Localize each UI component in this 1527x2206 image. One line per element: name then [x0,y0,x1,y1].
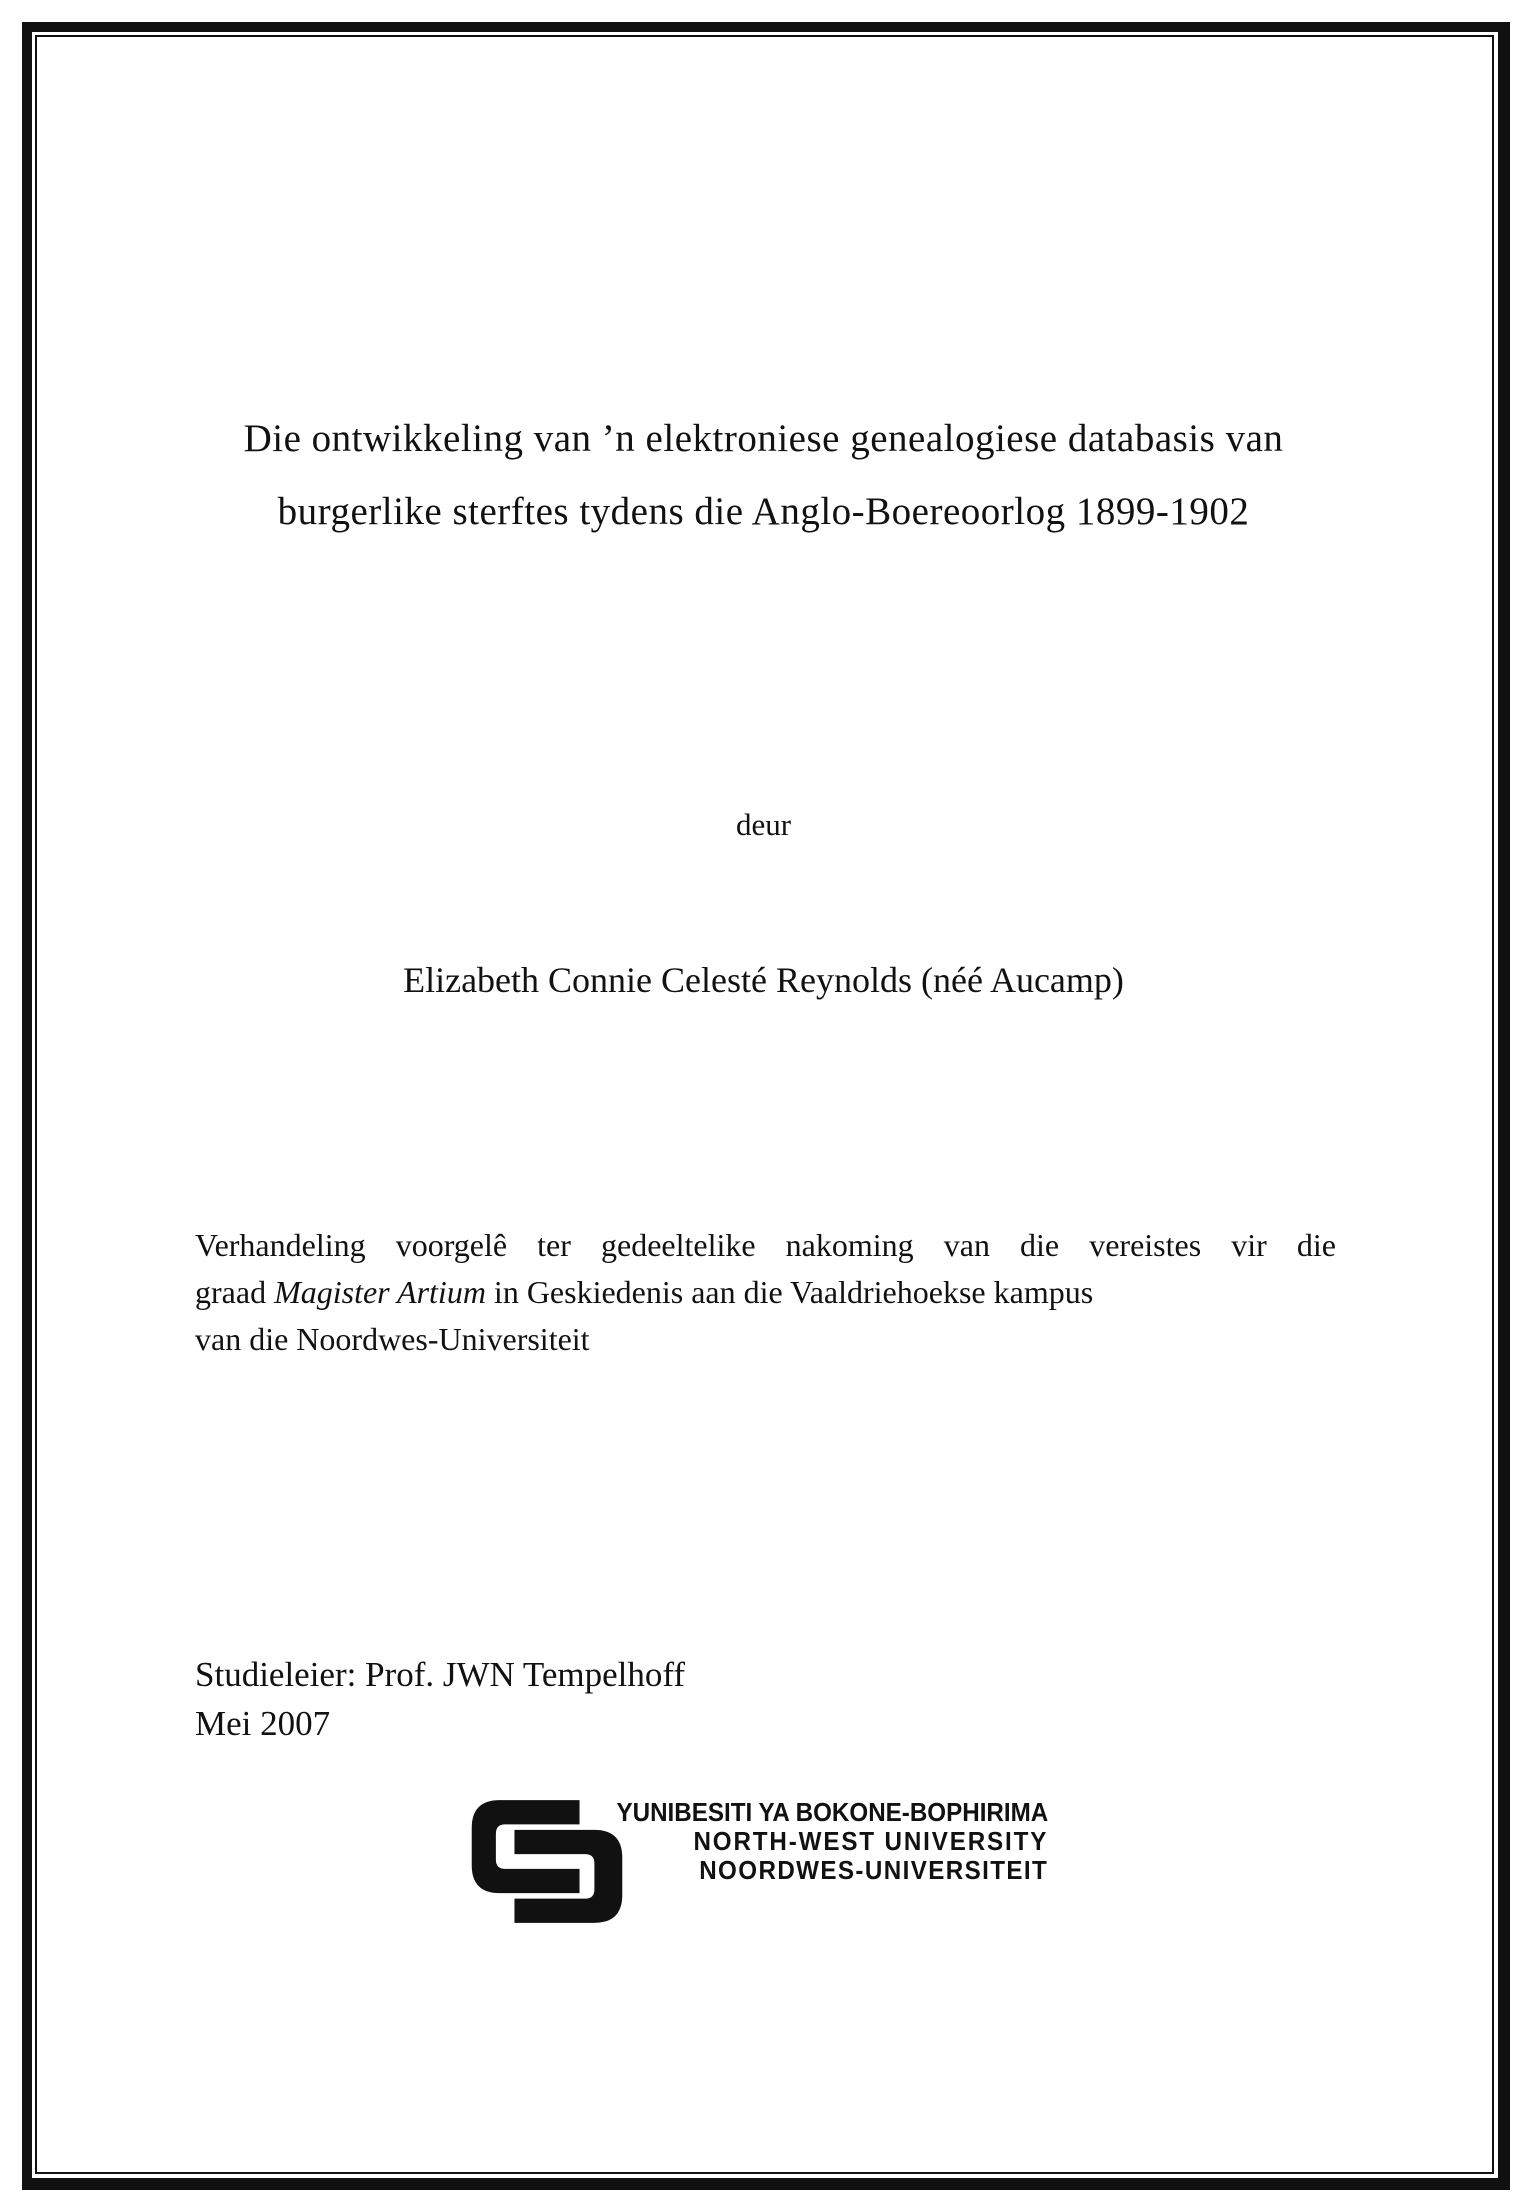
author-name: Elizabeth Connie Celesté Reynolds (néé Aucamp) [403,960,1124,1000]
university-logo-text [616,1798,1048,1885]
degree-statement-line-1: Verhandeling voorgelê ter gedeeltelike nakoming van die vereistes vir die [195,1227,1336,1263]
date-line: Mei 2007 [195,1704,331,1743]
degree-statement-line-2-suffix: in Geskiedenis aan die Vaaldriehoekse kampus [485,1274,1094,1310]
interlocked-chain-links-icon [468,1796,626,1927]
degree-name-italic: Magister Artium [274,1274,486,1310]
supervisor-line: Studieleier: Prof. JWN Tempelhoff [195,1655,686,1694]
logo-text-english: NORTH-WEST UNIVERSITY [693,1826,1048,1856]
degree-statement [195,1222,1336,1363]
logo-text-afrikaans: NOORDWES-UNIVERSITEIT [698,1855,1048,1885]
degree-statement-line-2-prefix: graad [195,1274,275,1310]
supervisor-block [195,1650,685,1748]
thesis-title-line-2: burgerlike sterftes tydens die Anglo-Boereoorlog 1899-1902 [277,490,1250,533]
university-logo [468,1794,1108,1934]
thesis-title-line-1: Die ontwikkeling van ’n elektroniese genealogiese databasis van [243,417,1284,460]
thesis-title [0,402,1527,548]
logo-text-setswana: YUNIBESITI YA BOKONE-BOPHIRIMA [616,1797,1048,1827]
degree-statement-line-2 [195,1269,1336,1316]
degree-statement-line-3: van die Noordwes-Universiteit [195,1321,590,1357]
byline-label: deur [735,807,792,842]
